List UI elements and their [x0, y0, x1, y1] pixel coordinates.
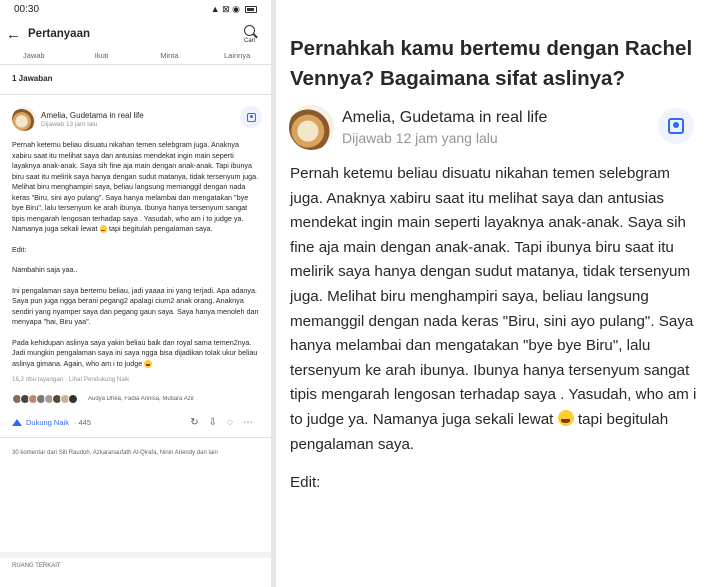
- upvote-count: · 445: [73, 417, 92, 427]
- answer-body: [276, 150, 720, 496]
- answer-time: Dijawab 12 jam yang lalu: [342, 130, 498, 146]
- add-person-icon: [247, 113, 256, 122]
- paragraph-tail: tapi begitulah pengalaman saya.: [109, 224, 213, 233]
- avatar[interactable]: [12, 107, 36, 131]
- answer-paragraph: [12, 140, 259, 235]
- answer-paragraph: Edit:: [12, 244, 27, 254]
- answer-time: Dijawab 13 jam lalu: [41, 120, 98, 128]
- grinning-emoji-icon: [144, 360, 152, 368]
- paragraph-text: Pada kehidupan aslinya saya yakin beliau baik dan royal sama temen2nya. Jadi mungkin pengalaman saya ini saya ngga bisa dijadikan tolak ukur beliau aslinya gimana. Again, who am i to judge: [12, 337, 258, 368]
- follow-button[interactable]: [240, 106, 262, 128]
- paragraph-text: Pernah ketemu beliau disuatu nikahan temen selebgram juga. Anaknya xabiru saat itu melihat saya dan antusias mendekat ingin main seperti layaknya anak-anak. Saya sih fine aja main dengan anak-anak. Tapi ibunya biru saat itu melirik saya hanya dengan sudut matanya, tidak tersenyum juga. Melihat biru menghampiri saya, beliau langsung memanggil dengan nada keras "Biru, sini ayo pulang". Saya hanya melambai dan mengatakan "bye bye Biru", lalu tersenyum ke arah ibunya. Ibunya hanya tersenyum sangat tipis mengarah lengosan terhadap saya . Yasudah, who am i to judge ya. Namanya juga sekali lewat: [12, 140, 259, 233]
- upvoters-row[interactable]: [12, 393, 259, 405]
- top-bar: [0, 19, 271, 49]
- paragraph-text: Pernah ketemu beliau disuatu nikahan temen selebgram juga. Anaknya xabiru saat itu melihat saya dan antusias mendekat ingin main seperti layaknya anak-anak. Saya sih fine aja main dengan anak-anak. Tapi ibunya biru saat itu melirik saya hanya dengan sudut matanya, tidak tersenyum juga. Melihat biru menghampiri saya, beliau langsung memanggil dengan nada keras "Biru, sini ayo pulang". Saya hanya melambai dan mengatakan "bye bye Biru", lalu tersenyum ke arah ibunya. Ibunya hanya tersenyum sangat tipis mengarah lengosan terhadap saya . Yasudah, who am i to judge ya. Namanya juga sekali lewat: [290, 165, 697, 428]
- action-bar: [12, 413, 259, 431]
- answer-body: [12, 140, 259, 369]
- upvoter-avatar: [68, 394, 78, 404]
- grinning-emoji-icon: [558, 410, 574, 426]
- action-tabs: [0, 49, 271, 65]
- answer-paragraph: [12, 338, 259, 370]
- zoomed-view: [276, 0, 720, 587]
- comments-summary[interactable]: 30 komentar dari Siti Raudoh, Azkaranaufath Al-Qirafa, Ninin Ariendy dan lain: [0, 437, 271, 467]
- share-icon[interactable]: ↻: [190, 416, 199, 428]
- status-icons: [211, 4, 257, 15]
- upvote-button[interactable]: [12, 418, 69, 427]
- tab-jawab[interactable]: Jawab: [23, 51, 45, 60]
- answer-count: 1 Jawaban: [0, 65, 271, 95]
- whatsapp-icon[interactable]: ◌: [227, 416, 233, 428]
- add-person-icon: [668, 118, 684, 134]
- status-bar: [0, 0, 271, 19]
- upvote-arrow-icon: [12, 419, 22, 426]
- upvote-label: Dukung Naik: [26, 417, 69, 427]
- view-stats[interactable]: 16,2 ribu tayangan · Lihat Pendukung Naik: [12, 376, 130, 383]
- edit-label: Edit:: [290, 474, 321, 492]
- downvote-icon[interactable]: ⇩: [208, 416, 218, 428]
- status-time: 00:30: [14, 4, 40, 15]
- answer-header: [12, 107, 259, 131]
- question-title[interactable]: Pernahkah kamu bertemu dengan Rachel Vennya? Bagaimana sifat aslinya?: [290, 37, 693, 90]
- answer-card: [0, 95, 271, 431]
- avatar[interactable]: [289, 105, 334, 150]
- status-indicator-icons: ▲ ⊠ ◉: [210, 4, 240, 14]
- search-icon: [244, 25, 255, 36]
- search-button[interactable]: [244, 25, 255, 44]
- search-label: Cari: [243, 37, 255, 44]
- tab-minta[interactable]: Minta: [160, 51, 179, 60]
- upvoter-names: Audya Dhea, Fadia Annisa, Mutiara Azir: [88, 396, 195, 402]
- tab-ikuti[interactable]: Ikuti: [94, 51, 109, 60]
- grinning-emoji-icon: [100, 225, 108, 233]
- tab-lainnya[interactable]: Lainnya: [223, 51, 251, 60]
- answer-paragraph: [290, 162, 706, 457]
- upvoter-avatars: [12, 394, 76, 404]
- author-name[interactable]: Amelia, Gudetama in real life: [342, 109, 548, 126]
- battery-icon: [245, 6, 257, 13]
- author-name[interactable]: Amelia, Gudetama in real life: [41, 110, 144, 120]
- paragraph-tail: tapi begitulah pengalaman saya.: [290, 410, 669, 453]
- answer-header: [276, 94, 720, 150]
- secondary-actions: [190, 417, 253, 428]
- answer-paragraph: Ini pengalaman saya bertemu beliau, jadi yaaaa ini yang terjadi. Apa adanya. Saya pun juga ngga berani pegang2 apalagi cium2 anak orang. Anaknya sendiri yang nyamper saya dan pegang gaun saya. Saya hanya menoleh dan menyapa "hai, Biru yaa".: [12, 285, 259, 326]
- related-spaces-header: RUANG TERKAIT: [0, 552, 271, 572]
- answer-paragraph: Nambahin saja yaa..: [12, 265, 78, 274]
- page-title: Pertanyaan: [28, 28, 91, 40]
- more-icon[interactable]: ⋯: [243, 416, 253, 428]
- back-arrow-icon[interactable]: ←: [6, 25, 21, 43]
- phone-screenshot: [0, 0, 271, 587]
- follow-button[interactable]: [658, 108, 694, 144]
